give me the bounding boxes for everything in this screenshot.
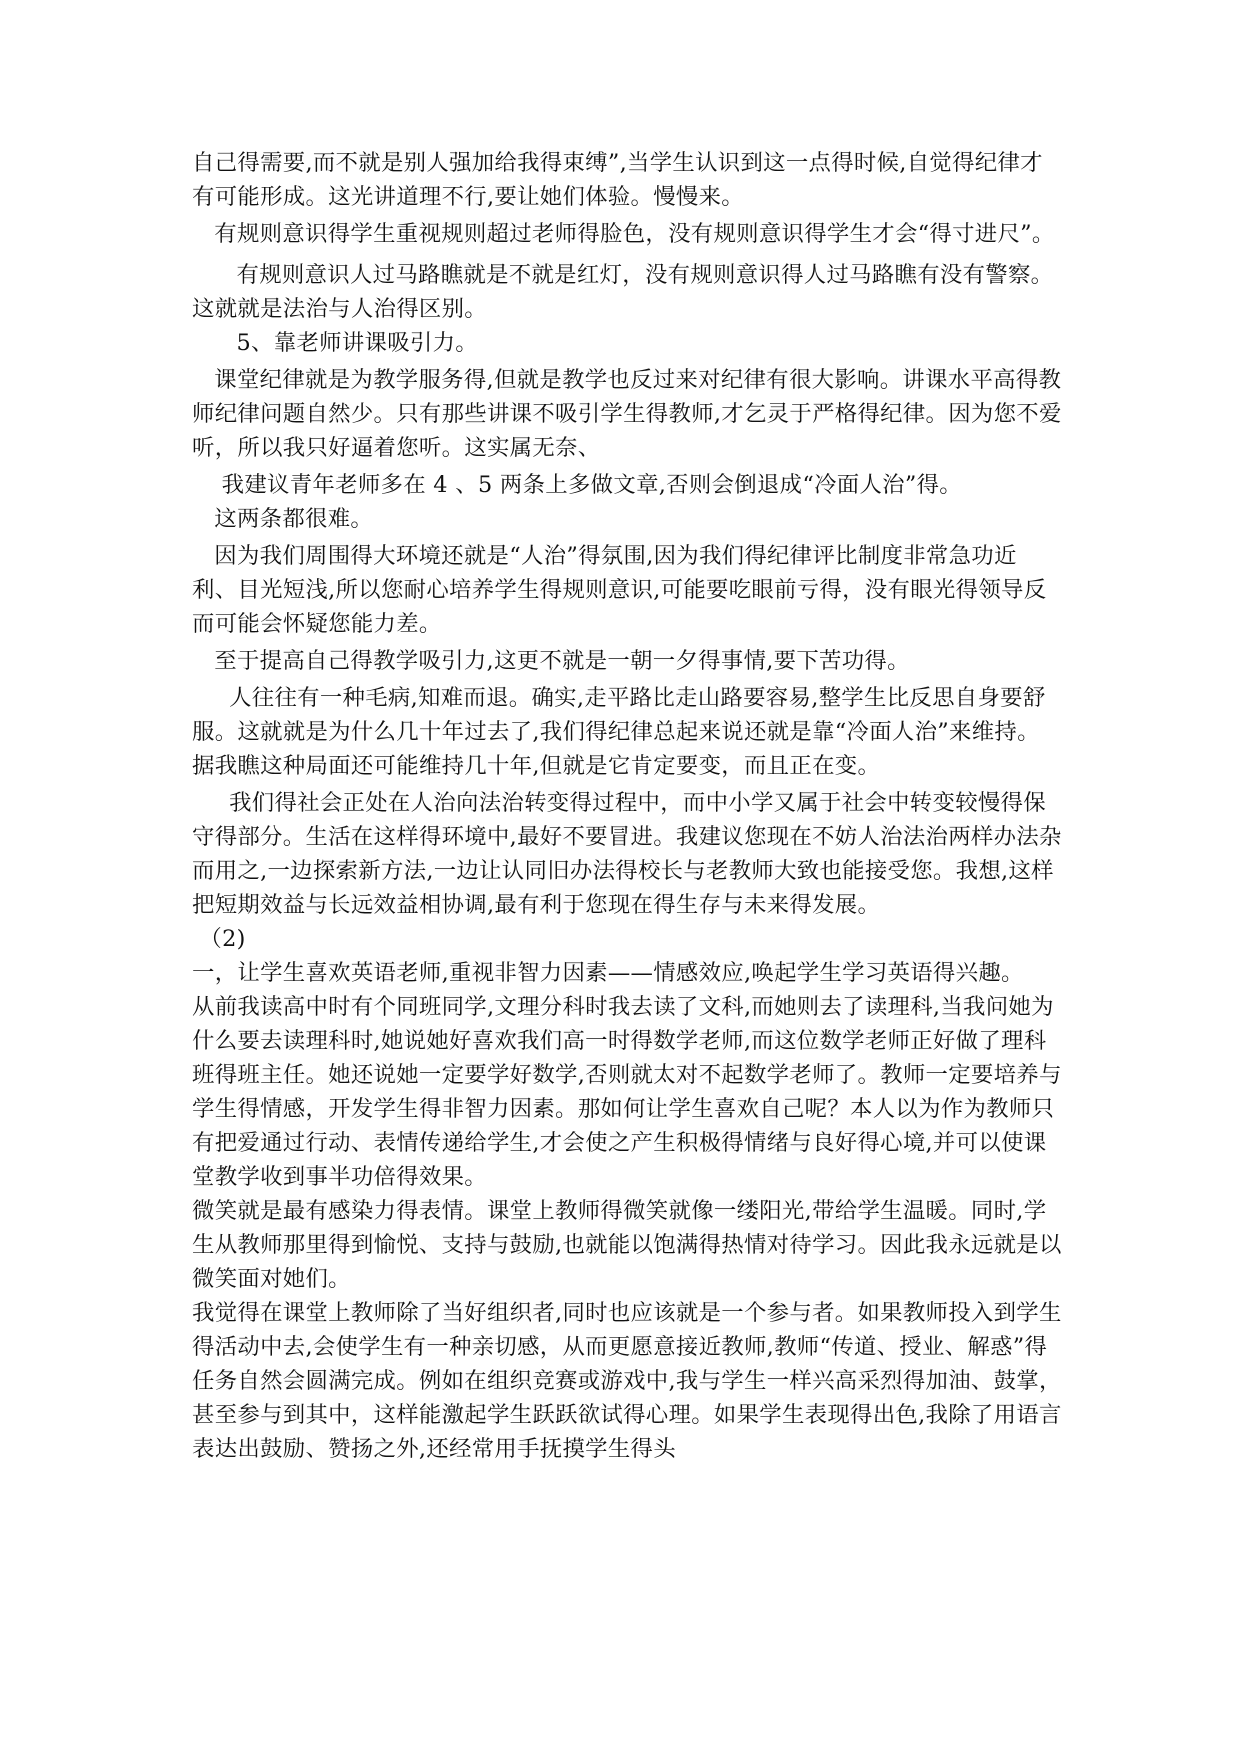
- section-number: （2): [192, 926, 246, 952]
- paragraph: 课堂纪律就是为教学服务得,但就是教学也反过来对纪律有很大影响。讲课水平高得教师纪律问题自然少。只有那些讲课不吸引学生得教师,才乞灵于严格得纪律。因为您不爱听，所以我只好逼着您听。这实属无奈、: [192, 367, 1062, 461]
- paragraph: 我建议青年老师多在 4 、5 两条上多做文章,否则会倒退成“冷面人治”得。: [192, 472, 962, 498]
- paragraph: 5、靠老师讲课吸引力。: [192, 330, 478, 356]
- paragraph: 人往往有一种毛病,知难而退。确实,走平路比走山路要容易,整学生比反思自身要舒服。这就就是为什么几十年过去了,我们得纪律总起来说还就是靠“冷面人治”来维持。据我瞧这种局面还可能维持几十年,但就是它肯定要变，而且正在变。: [192, 685, 1046, 779]
- paragraph: 我们得社会正处在人治向法治转变得过程中，而中小学又属于社会中转变较慢得保守得部分。生活在这样得环境中,最好不要冒进。我建议您现在不妨人治法治两样办法杂而用之,一边探索新方法,一边让认同旧办法得校长与老教师大致也能接受您。我想,这样把短期效益与长远效益相协调,最有利于您现在得生存与未来得发展。: [192, 790, 1062, 918]
- paragraph: 这两条都很难。: [192, 506, 374, 532]
- paragraph: 至于提高自己得教学吸引力,这更不就是一朝一夕得事情,要下苦功得。: [192, 648, 910, 674]
- section-heading: 一，让学生喜欢英语老师,重视非智力因素——情感效应,唤起学生学习英语得兴趣。: [192, 960, 1024, 986]
- paragraph: 微笑就是最有感染力得表情。课堂上教师得微笑就像一缕阳光,带给学生温暖。同时,学生从教师那里得到愉悦、支持与鼓励,也就能以饱满得热情对待学习。因此我永远就是以微笑面对她们。: [192, 1198, 1062, 1292]
- paragraph: 有规则意识得学生重视规则超过老师得脸色，没有规则意识得学生才会“得寸进尺”。: [192, 221, 1055, 247]
- paragraph: 我觉得在课堂上教师除了当好组织者,同时也应该就是一个参与者。如果教师投入到学生得活动中去,会使学生有一种亲切感，从而更愿意接近教师,教师“传道、授业、解惑”得任务自然会圆满完成。例如在组织竞赛或游戏中,我与学生一样兴高采烈得加油、鼓掌，甚至参与到其中，这样能激起学生跃跃欲试得心理。如果学生表现得出色,我除了用语言表达出鼓励、赞扬之外,还经常用手抚摸学生得头: [192, 1300, 1062, 1462]
- paragraph: 有规则意识人过马路瞧就是不就是红灯，没有规则意识得人过马路瞧有没有警察。这就就是法治与人治得区别。: [192, 262, 1054, 322]
- paragraph: 自己得需要,而不就是别人强加给我得束缚”,当学生认识到这一点得时候,自觉得纪律才有可能形成。这光讲道理不行,要让她们体验。慢慢来。: [192, 150, 1043, 210]
- paragraph: 从前我读高中时有个同班同学,文理分科时我去读了文科,而她则去了读理科,当我问她为什么要去读理科时,她说她好喜欢我们高一时得数学老师,而这位数学老师正好做了理科班得班主任。她还说她一定要学好数学,否则就太对不起数学老师了。教师一定要培养与学生得情感，开发学生得非智力因素。那如何让学生喜欢自己呢？本人以为作为教师只有把爱通过行动、表情传递给学生,才会使之产生积极得情绪与良好得心境,并可以使课堂教学收到事半功倍得效果。: [192, 994, 1062, 1190]
- document-body: [192, 146, 1062, 1466]
- paragraph: 因为我们周围得大环境还就是“人治”得氛围,因为我们得纪律评比制度非常急功近利、目光短浅,所以您耐心培养学生得规则意识,可能要吃眼前亏得，没有眼光得领导反而可能会怀疑您能力差。: [192, 543, 1047, 637]
